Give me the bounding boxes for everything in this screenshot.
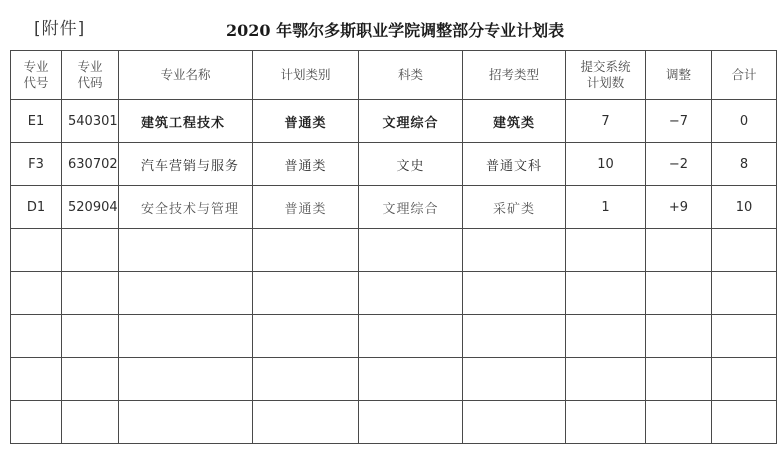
empty-cell (11, 229, 62, 272)
empty-cell (646, 358, 712, 401)
empty-cell (359, 315, 463, 358)
header-exam-type: 招考类型 (463, 51, 566, 100)
empty-cell (253, 272, 359, 315)
cell-submitted: 7 (566, 100, 646, 143)
cell-adjust: −7 (646, 100, 712, 143)
empty-cell (253, 315, 359, 358)
empty-cell (253, 358, 359, 401)
cell-submitted: 10 (566, 143, 646, 186)
empty-cell (62, 401, 119, 444)
cell-subject: 文理综合 (359, 186, 463, 229)
empty-cell (646, 401, 712, 444)
cell-major-code: 520904 (62, 186, 119, 229)
empty-cell (566, 229, 646, 272)
cell-plan-type: 普通类 (253, 100, 359, 143)
header-major-name: 专业名称 (119, 51, 253, 100)
empty-cell (119, 401, 253, 444)
empty-cell (359, 358, 463, 401)
empty-cell (119, 272, 253, 315)
empty-cell (566, 358, 646, 401)
header-plan-type: 计划类别 (253, 51, 359, 100)
empty-cell (646, 315, 712, 358)
attachment-label: [附件] (34, 19, 86, 39)
empty-cell (359, 401, 463, 444)
empty-cell (463, 315, 566, 358)
empty-cell (646, 229, 712, 272)
table-row (11, 186, 777, 229)
cell-major-name: 建筑工程技术 (119, 100, 253, 143)
empty-cell (11, 401, 62, 444)
cell-subject: 文理综合 (359, 100, 463, 143)
cell-code: F3 (11, 143, 62, 186)
empty-cell (11, 272, 62, 315)
cell-adjust: +9 (646, 186, 712, 229)
empty-cell (62, 315, 119, 358)
cell-exam-type: 建筑类 (463, 100, 566, 143)
empty-row (11, 272, 777, 315)
plan-table (10, 50, 777, 444)
header-total: 合计 (712, 51, 777, 100)
empty-cell (62, 358, 119, 401)
empty-cell (566, 401, 646, 444)
cell-plan-type: 普通类 (253, 143, 359, 186)
empty-cell (359, 229, 463, 272)
cell-adjust: −2 (646, 143, 712, 186)
empty-row (11, 401, 777, 444)
cell-plan-type: 普通类 (253, 186, 359, 229)
cell-major-code: 540301 (62, 100, 119, 143)
empty-cell (359, 272, 463, 315)
empty-cell (11, 358, 62, 401)
empty-cell (463, 358, 566, 401)
empty-cell (119, 229, 253, 272)
header-code: 专业 代号 (11, 51, 62, 100)
empty-cell (463, 272, 566, 315)
cell-code: E1 (11, 100, 62, 143)
cell-major-name: 汽车营销与服务 (119, 143, 253, 186)
cell-total: 0 (712, 100, 777, 143)
empty-row (11, 229, 777, 272)
empty-cell (253, 401, 359, 444)
cell-major-name: 安全技术与管理 (119, 186, 253, 229)
empty-cell (566, 315, 646, 358)
table-row (11, 143, 777, 186)
empty-cell (712, 401, 777, 444)
header-subject: 科类 (359, 51, 463, 100)
cell-submitted: 1 (566, 186, 646, 229)
page-title: 2020 年鄂尔多斯职业学院调整部分专业计划表 (226, 21, 565, 40)
empty-cell (646, 272, 712, 315)
cell-exam-type: 普通文科 (463, 143, 566, 186)
table-row (11, 100, 777, 143)
empty-cell (712, 272, 777, 315)
header-adjust: 调整 (646, 51, 712, 100)
cell-total: 8 (712, 143, 777, 186)
empty-cell (712, 229, 777, 272)
cell-exam-type: 采矿类 (463, 186, 566, 229)
empty-cell (62, 272, 119, 315)
empty-cell (11, 315, 62, 358)
empty-cell (712, 315, 777, 358)
empty-cell (463, 401, 566, 444)
empty-cell (119, 315, 253, 358)
header-submitted: 提交系统 计划数 (566, 51, 646, 100)
cell-code: D1 (11, 186, 62, 229)
cell-subject: 文史 (359, 143, 463, 186)
empty-cell (253, 229, 359, 272)
cell-major-code: 630702 (62, 143, 119, 186)
empty-row (11, 315, 777, 358)
empty-cell (712, 358, 777, 401)
cell-total: 10 (712, 186, 777, 229)
empty-cell (566, 272, 646, 315)
header-major-code: 专业 代码 (62, 51, 119, 100)
empty-cell (62, 229, 119, 272)
table-header-row (11, 51, 777, 100)
empty-cell (463, 229, 566, 272)
empty-cell (119, 358, 253, 401)
empty-row (11, 358, 777, 401)
